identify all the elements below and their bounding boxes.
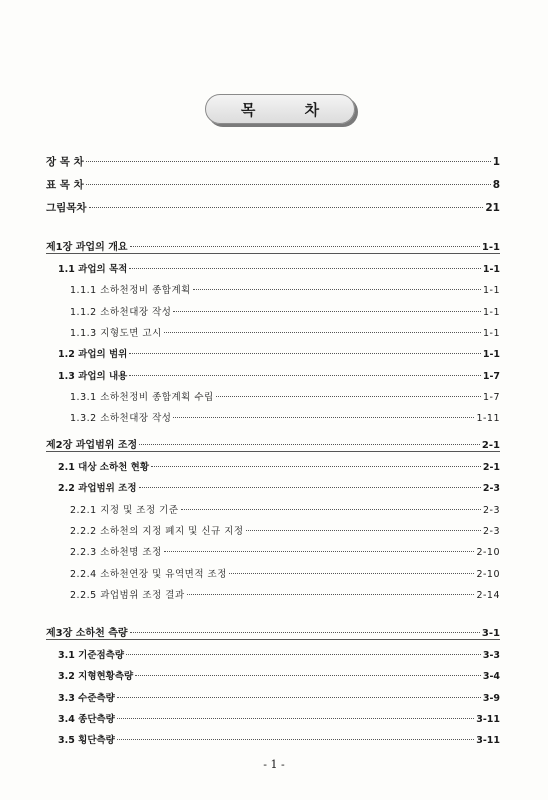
section-divider bbox=[46, 253, 500, 254]
toc-entry-page: 8 bbox=[492, 179, 500, 191]
toc-entry-label: 1.1.2 소하천대장 작성 bbox=[70, 306, 172, 318]
dot-leader bbox=[151, 466, 481, 467]
toc-subsection[interactable] bbox=[70, 410, 500, 424]
toc-section[interactable] bbox=[58, 368, 500, 382]
toc-entry-page: 1-1 bbox=[482, 285, 500, 297]
toc-subsection[interactable] bbox=[70, 587, 500, 601]
toc-entry-page: 3-4 bbox=[482, 671, 500, 683]
toc-subsection[interactable] bbox=[70, 544, 500, 558]
toc-subsection[interactable] bbox=[70, 282, 500, 296]
toc-entry-label: 3.3 수준측량 bbox=[58, 692, 115, 704]
toc-subsection[interactable] bbox=[70, 523, 500, 537]
dot-leader bbox=[164, 332, 481, 333]
dot-leader bbox=[246, 530, 481, 531]
toc-entry-page: 1-1 bbox=[482, 306, 500, 318]
toc-subsection[interactable] bbox=[70, 304, 500, 318]
toc-entry-label: 3.5 횡단측량 bbox=[58, 735, 115, 747]
toc-entry-label: 3.1 기준점측량 bbox=[58, 650, 125, 661]
toc-entry-page: 1-1 bbox=[481, 242, 500, 253]
toc-front-matter-item[interactable] bbox=[46, 154, 500, 169]
toc-entry-label: 2.2.5 과업범위 조정 결과 bbox=[70, 589, 185, 601]
dot-leader bbox=[130, 632, 480, 633]
toc-entry-page: 2-3 bbox=[482, 483, 500, 495]
toc-entry-label: 1.1 과업의 목적 bbox=[58, 264, 128, 275]
toc-entry-label: 장 목 차 bbox=[46, 156, 84, 168]
toc-entry-page: 2-1 bbox=[482, 462, 500, 473]
page-number: - 1 - bbox=[263, 758, 285, 771]
toc-section[interactable] bbox=[58, 647, 500, 661]
dot-leader bbox=[117, 739, 474, 740]
dot-leader bbox=[129, 353, 480, 354]
toc-entry-page: 1-7 bbox=[482, 370, 500, 382]
toc-chapter[interactable] bbox=[46, 624, 500, 639]
dot-leader bbox=[181, 509, 481, 510]
toc-subsection[interactable] bbox=[70, 325, 500, 339]
toc-entry-page: 3-1 bbox=[481, 628, 500, 639]
toc-entry-label: 3.2 지형현황측량 bbox=[58, 671, 134, 683]
toc-entry-page: 3-11 bbox=[476, 713, 500, 725]
dot-leader bbox=[193, 289, 481, 290]
section-divider bbox=[46, 451, 500, 452]
toc-entry-page: 2-3 bbox=[482, 504, 500, 516]
toc-entry-label: 1.3.2 소하천대장 작성 bbox=[70, 413, 172, 425]
toc-entry-label: 2.2.2 소하천의 지정 폐지 및 신규 지정 bbox=[70, 525, 244, 537]
toc-entry-page: 2-10 bbox=[476, 568, 500, 580]
toc-entry-label: 2.2.3 소하천명 조정 bbox=[70, 547, 162, 559]
dot-leader bbox=[129, 375, 480, 376]
toc-entry-label: 그림목차 bbox=[46, 202, 87, 214]
toc-subsection[interactable] bbox=[70, 502, 500, 516]
toc-chapter[interactable] bbox=[46, 238, 500, 253]
toc-section[interactable] bbox=[58, 459, 500, 473]
toc-entry-label: 1.3 과업의 내용 bbox=[58, 370, 128, 382]
toc-section[interactable] bbox=[58, 480, 500, 494]
toc-entry-page: 21 bbox=[485, 202, 500, 214]
toc-section[interactable] bbox=[58, 261, 500, 275]
toc-entry-page: 2-10 bbox=[476, 547, 500, 559]
dot-leader bbox=[129, 268, 480, 269]
toc-entry-label: 2.1 대상 소하천 현황 bbox=[58, 462, 149, 473]
dot-leader bbox=[139, 444, 480, 445]
dot-leader bbox=[117, 697, 481, 698]
toc-section[interactable] bbox=[58, 668, 500, 682]
toc-entry-page: 3-3 bbox=[482, 650, 500, 661]
dot-leader bbox=[229, 573, 475, 574]
toc-section[interactable] bbox=[58, 690, 500, 704]
dot-leader bbox=[187, 594, 475, 595]
toc-chapter[interactable] bbox=[46, 436, 500, 451]
toc-entry-label: 1.1.3 지형도면 고시 bbox=[70, 327, 162, 339]
toc-entry-label: 2.2.1 지정 및 조정 기준 bbox=[70, 504, 179, 516]
dot-leader bbox=[126, 654, 481, 655]
toc-entry-label: 3.4 종단측량 bbox=[58, 713, 115, 725]
toc-entry-label: 제2장 과업범위 조정 bbox=[46, 440, 138, 451]
toc-entry-page: 3-11 bbox=[476, 735, 500, 747]
toc-subsection[interactable] bbox=[70, 389, 500, 403]
toc-front-matter-item[interactable] bbox=[46, 200, 500, 215]
toc-entry-label: 1.1.1 소하천정비 종합계획 bbox=[70, 285, 191, 297]
toc-entry-page: 1-1 bbox=[482, 349, 500, 361]
dot-leader bbox=[130, 246, 480, 247]
dot-leader bbox=[139, 487, 481, 488]
dot-leader bbox=[173, 417, 474, 418]
dot-leader bbox=[216, 396, 481, 397]
dot-leader bbox=[164, 551, 475, 552]
toc-entry-page: 1-1 bbox=[482, 264, 500, 275]
dot-leader bbox=[135, 675, 481, 676]
toc-entry-label: 2.2 과업범위 조정 bbox=[58, 483, 137, 495]
toc-entry-page: 3-9 bbox=[482, 692, 500, 704]
dot-leader bbox=[86, 184, 491, 185]
toc-title: 목 차 bbox=[205, 94, 355, 124]
toc-entry-label: 제3장 소하천 측량 bbox=[46, 628, 128, 639]
dot-leader bbox=[173, 311, 481, 312]
dot-leader bbox=[89, 207, 484, 208]
dot-leader bbox=[86, 161, 491, 162]
toc-section[interactable] bbox=[58, 732, 500, 746]
toc-entry-label: 제1장 과업의 개요 bbox=[46, 242, 128, 253]
toc-section[interactable] bbox=[58, 346, 500, 360]
toc-entry-page: 1-11 bbox=[476, 413, 500, 425]
dot-leader bbox=[117, 718, 474, 719]
toc-entry-page: 2-3 bbox=[482, 525, 500, 537]
toc-entry-label: 1.2 과업의 범위 bbox=[58, 349, 128, 361]
toc-subsection[interactable] bbox=[70, 566, 500, 580]
toc-entry-label: 1.3.1 소하천정비 종합계획 수립 bbox=[70, 391, 214, 403]
toc-entry-page: 1-1 bbox=[482, 327, 500, 339]
toc-front-matter-item[interactable] bbox=[46, 177, 500, 192]
toc-entry-page: 1 bbox=[492, 156, 500, 168]
toc-entry-page: 1-7 bbox=[482, 391, 500, 403]
toc-entry-page: 2-14 bbox=[476, 589, 500, 601]
toc-entry-label: 표 목 차 bbox=[46, 179, 84, 191]
toc-entry-page: 2-1 bbox=[481, 440, 500, 451]
section-divider bbox=[46, 639, 500, 640]
toc-section[interactable] bbox=[58, 711, 500, 725]
toc-entry-label: 2.2.4 소하천연장 및 유역면적 조정 bbox=[70, 568, 227, 580]
